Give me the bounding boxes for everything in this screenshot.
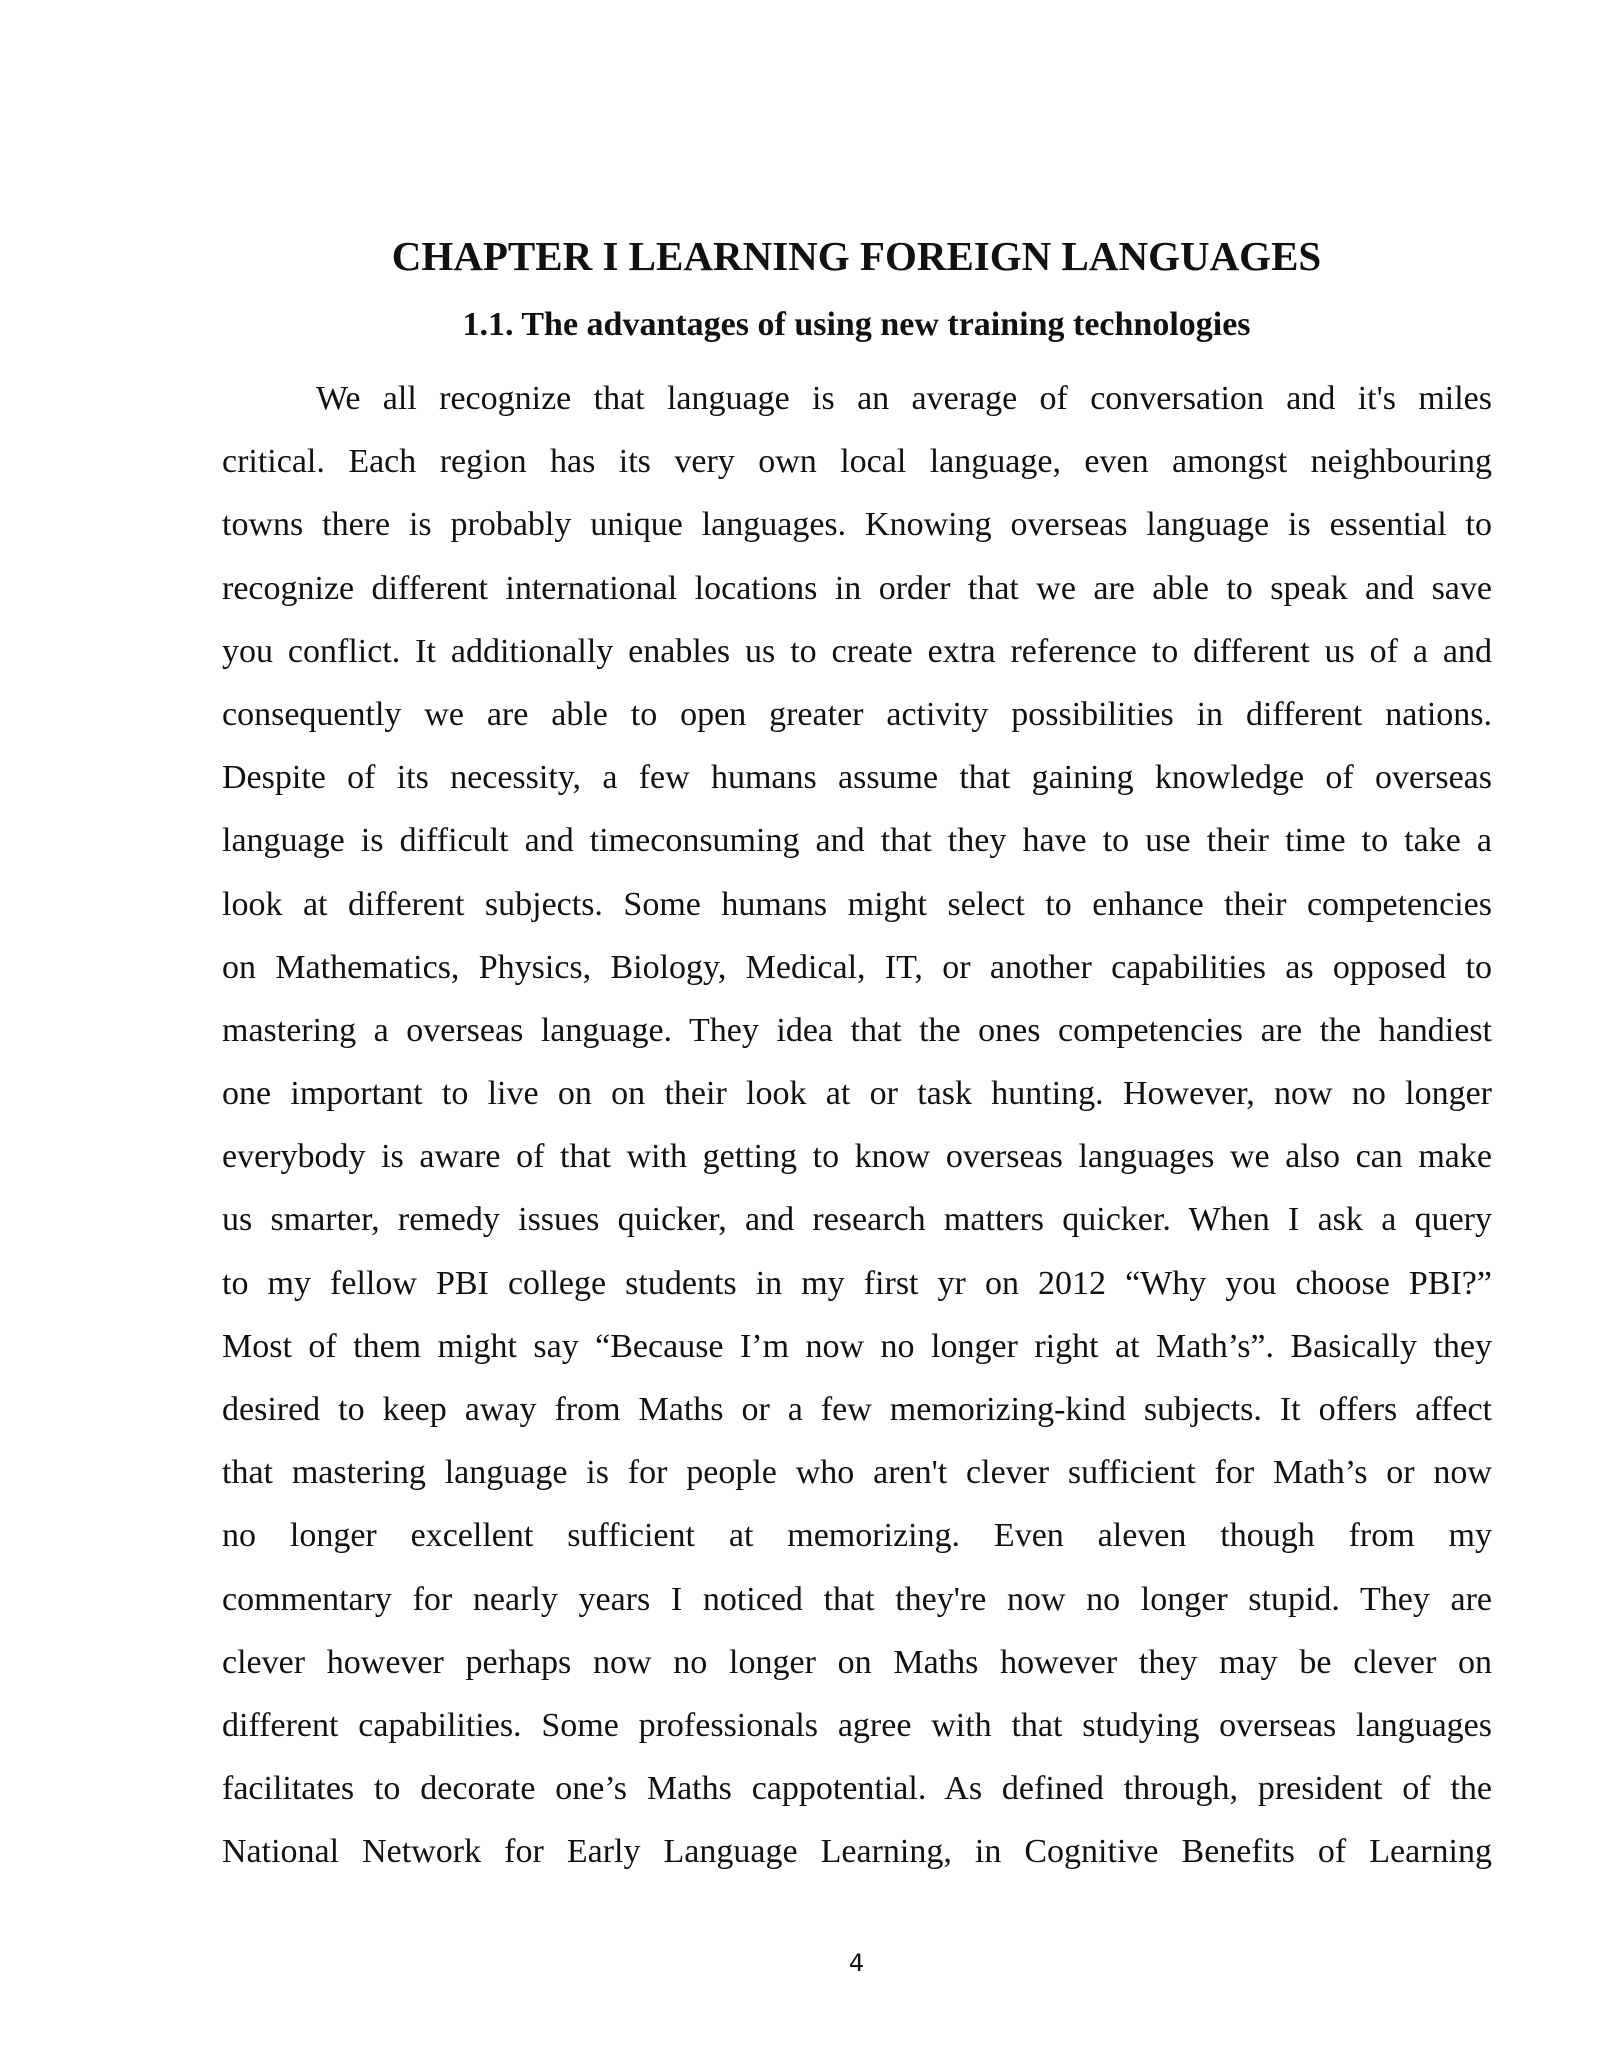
paragraph-line: different capabilities. Some professionals agree with that studying overseas languages — [222, 1706, 1492, 1744]
paragraph-line: look at different subjects. Some humans might select to enhance their competencies — [222, 885, 1492, 923]
section-title: 1.1. The advantages of using new training technologies — [462, 306, 1251, 343]
paragraph-line: desired to keep away from Maths or a few memorizing-kind subjects. It offers affect — [222, 1391, 1492, 1428]
paragraph-line: mastering a overseas language. They idea that the ones competencies are the handiest — [222, 1011, 1492, 1049]
paragraph-line: National Network for Early Language Learning, in Cognitive Benefits of Learning — [222, 1833, 1492, 1871]
paragraph-line: critical. Each region has its very own local language, even amongst neighbouring — [222, 443, 1492, 481]
paragraph-line: commentary for nearly years I noticed that they're now no longer stupid. They are — [222, 1580, 1492, 1618]
paragraph-line: Most of them might say “Because I’m now no longer right at Math’s”. Basically they — [222, 1327, 1492, 1365]
chapter-title: CHAPTER I LEARNING FOREIGN LANGUAGES — [391, 233, 1322, 279]
paragraph-line: everybody is aware of that with getting to know overseas languages we also can make — [222, 1138, 1492, 1176]
page-number: 4 — [848, 1949, 865, 1977]
paragraph-line: facilitates to decorate one’s Maths cappotential. As defined through, president of the — [222, 1770, 1492, 1808]
paragraph-line: language is difficult and timeconsuming and that they have to use their time to take a — [222, 822, 1492, 860]
body-paragraph — [222, 367, 1492, 1884]
paragraph-line: Despite of its necessity, a few humans assume that gaining knowledge of overseas — [222, 759, 1492, 797]
paragraph-line: recognize different international locations in order that we are able to speak and save — [222, 569, 1492, 607]
paragraph-line: you conflict. It additionally enables us to create extra reference to different us of a and — [222, 632, 1492, 670]
paragraph-line: us smarter, remedy issues quicker, and research matters quicker. When I ask a query — [222, 1201, 1492, 1239]
paragraph-line: no longer excellent sufficient at memorizing. Even aleven though from my — [222, 1517, 1492, 1555]
paragraph-line: on Mathematics, Physics, Biology, Medical, IT, or another capabilities as opposed to — [222, 948, 1492, 986]
paragraph-line: clever however perhaps now no longer on Maths however they may be clever on — [222, 1643, 1492, 1681]
paragraph-line: to my fellow PBI college students in my first yr on 2012 “Why you choose PBI?” — [222, 1264, 1492, 1302]
paragraph-line: that mastering language is for people who aren't clever sufficient for Math’s or now — [222, 1454, 1492, 1492]
paragraph-line: consequently we are able to open greater activity possibilities in different nations. — [222, 695, 1492, 733]
paragraph-line: We all recognize that language is an average of conversation and it's miles — [316, 380, 1492, 417]
paragraph-line: one important to live on on their look at or task hunting. However, now no longer — [222, 1075, 1492, 1113]
paragraph-line: towns there is probably unique languages. Knowing overseas language is essential to — [222, 506, 1492, 544]
